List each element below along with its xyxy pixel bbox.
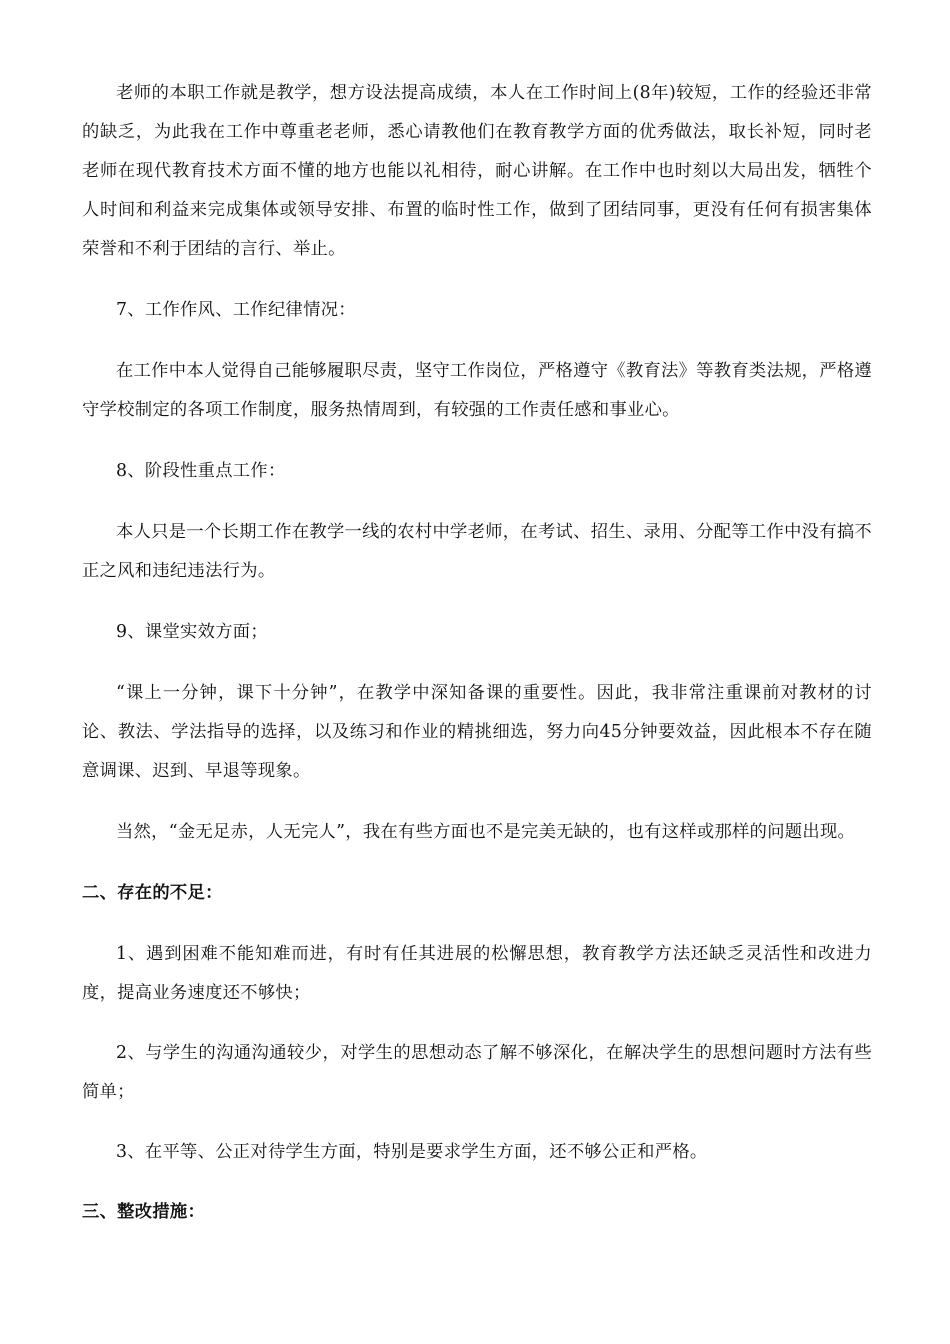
paragraph-classroom: “课上一分钟，课下十分钟”，在教学中深知备课的重要性。因此，我非常注重课前对教材的讨论、教法、学法指导的选择，以及练习和作业的精挑细选，努力向45分钟要效益，因此根本不存在随意调课、迟到、早退等现象。 [82,683,872,781]
document-body [82,74,872,1254]
shortcoming-item-1: 1、遇到困难不能知难而进，有时有任其进展的松懈思想，教育教学方法还缺乏灵活性和改进力度，提高业务速度还不够快； [82,944,872,1003]
item-8-heading: 8、阶段性重点工作： [116,461,286,481]
paragraph-work-style: 在工作中本人觉得自己能够履职尽责，坚守工作岗位，严格遵守《教育法》等教育类法规，严格遵守学校制定的各项工作制度，服务热情周到，有较强的工作责任感和事业心。 [82,361,872,420]
section-heading-shortcomings: 二、存在的不足： [82,883,223,903]
paragraph-teaching-duty: 老师的本职工作就是教学，想方设法提高成绩，本人在工作时间上(8年)较短，工作的经验还非常的缺乏，为此我在工作中尊重老老师，悉心请教他们在教育教学方面的优秀做法，取长补短，同时老老师在现代教育技术方面不懂的地方也能以礼相待，耐心讲解。在工作中也时刻以大局出发，牺牲个人时间和利益来完成集体或领导安排、布置的临时性工作，做到了团结同事，更没有任何有损害集体荣誉和不利于团结的言行、举止。 [82,83,872,259]
shortcoming-item-3: 3、在平等、公正对待学生方面，特别是要求学生方面，还不够公正和严格。 [116,1142,708,1162]
shortcoming-item-2: 2、与学生的沟通沟通较少，对学生的思想动态了解不够深化，在解决学生的思想问题时方法有些简单； [82,1043,872,1102]
section-heading-measures: 三、整改措施： [82,1202,206,1222]
item-7-heading: 7、工作作风、工作纪律情况： [116,300,356,320]
paragraph-key-work: 本人只是一个长期工作在教学一线的农村中学老师，在考试、招生、录用、分配等工作中没有搞不正之风和违纪违法行为。 [82,522,872,581]
item-9-heading: 9、课堂实效方面； [116,622,268,642]
paragraph-transition: 当然，“金无足赤，人无完人”，我在有些方面也不是完美无缺的，也有这样或那样的问题出现。 [116,822,856,842]
